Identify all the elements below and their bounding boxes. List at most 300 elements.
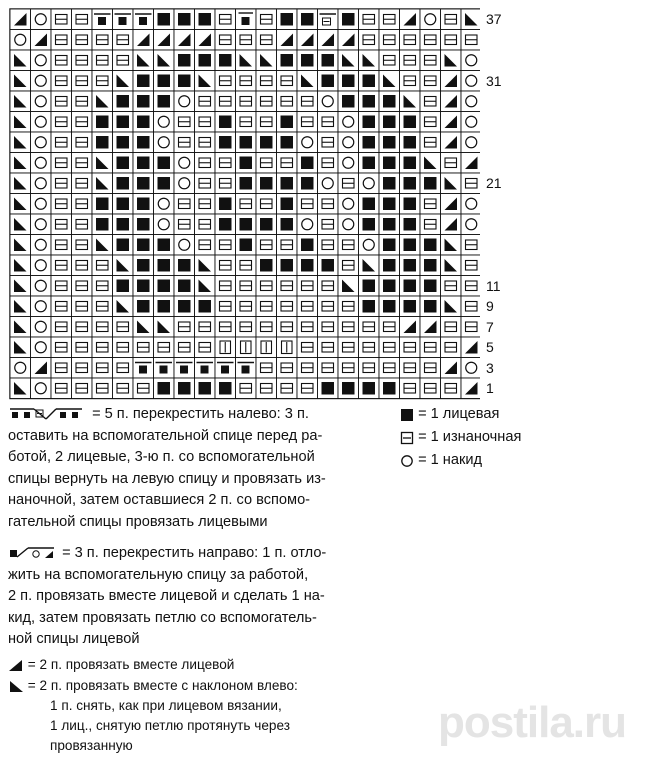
- chart-cell: [236, 255, 257, 276]
- chart-cell: [256, 132, 277, 153]
- chart-cell: [338, 9, 359, 30]
- chart-cell: [92, 276, 113, 297]
- chart-cell: [154, 50, 175, 71]
- chart-cell: [420, 153, 441, 174]
- chart-cell: [51, 173, 72, 194]
- chart-cell: [379, 112, 400, 133]
- chart-cell: [72, 194, 93, 215]
- chart-cell: [215, 378, 236, 399]
- cable-left-line-5: гательной спицы провязать лицевыми: [8, 513, 268, 530]
- chart-cell: [10, 378, 31, 399]
- chart-cell: [359, 132, 380, 153]
- cable-right-line-1: жить на вспомогательную спицу за работой,: [8, 566, 309, 583]
- chart-cell: [72, 30, 93, 51]
- chart-cell: [338, 378, 359, 399]
- chart-cell: [318, 71, 339, 92]
- chart-cell: [297, 235, 318, 256]
- chart-cell: [338, 235, 359, 256]
- chart-cell: [51, 71, 72, 92]
- chart-cell: [420, 358, 441, 379]
- chart-cell: [92, 235, 113, 256]
- chart-cell: [400, 378, 421, 399]
- chart-cell: [359, 194, 380, 215]
- chart-cell: [92, 317, 113, 338]
- chart-cell: [215, 255, 236, 276]
- chart-cell: [215, 337, 236, 358]
- chart-cell: [236, 235, 257, 256]
- chart-cell: [236, 378, 257, 399]
- chart-cell: [236, 276, 257, 297]
- chart-cell: [400, 255, 421, 276]
- chart-cell: [31, 235, 52, 256]
- chart-cell: [256, 255, 277, 276]
- chart-cell: [154, 317, 175, 338]
- chart-cell: [318, 194, 339, 215]
- chart-cell: [10, 30, 31, 51]
- chart-cell: [174, 153, 195, 174]
- row-label: 37: [486, 11, 502, 27]
- chart-cell: [92, 9, 113, 30]
- chart-cell: [441, 276, 462, 297]
- chart-cell: [256, 296, 277, 317]
- chart-cell: [113, 71, 134, 92]
- k2tog-text: = 2 п. провязать вместе лицевой: [27, 657, 235, 672]
- legend-cable-right: [8, 543, 388, 651]
- chart-cell: [441, 173, 462, 194]
- chart-cell: [51, 378, 72, 399]
- chart-cell: [195, 9, 216, 30]
- chart-cell: [215, 71, 236, 92]
- chart-cell: [133, 194, 154, 215]
- chart-cell: [420, 71, 441, 92]
- chart-cell: [318, 358, 339, 379]
- chart-cell: [174, 112, 195, 133]
- chart-cell: [400, 112, 421, 133]
- row-label: 11: [486, 277, 501, 294]
- chart-cell: [10, 214, 31, 235]
- chart-cell: [297, 9, 318, 30]
- legend-k2tog: [8, 654, 234, 676]
- chart-cell: [154, 255, 175, 276]
- chart-cell: [359, 276, 380, 297]
- chart-cell: [441, 50, 462, 71]
- chart-cell: [236, 71, 257, 92]
- chart-cell: [359, 112, 380, 133]
- chart-cell: [133, 214, 154, 235]
- chart-cell: [154, 296, 175, 317]
- yo-text: = 1 накид: [418, 452, 483, 468]
- chart-cell: [338, 358, 359, 379]
- chart-cell: [10, 317, 31, 338]
- chart-cell: [236, 153, 257, 174]
- chart-cell: [256, 358, 277, 379]
- chart-cell: [92, 296, 113, 317]
- chart-cell: [256, 30, 277, 51]
- chart-cell: [277, 255, 298, 276]
- chart-cell: [461, 71, 480, 92]
- chart-cell: [195, 173, 216, 194]
- chart-cell: [277, 378, 298, 399]
- chart-cell: [133, 255, 154, 276]
- chart-cell: [215, 276, 236, 297]
- chart-cell: [318, 153, 339, 174]
- chart-cell: [133, 317, 154, 338]
- chart-cell: [359, 358, 380, 379]
- chart-cell: [174, 235, 195, 256]
- ssk-line-1: 1 п. снять, как при лицевом вязании,: [50, 698, 282, 713]
- chart-cell: [420, 337, 441, 358]
- chart-cell: [441, 378, 462, 399]
- purl-icon: [400, 431, 414, 445]
- ssk-line-0: = 2 п. провязать вместе с наклоном влево:: [27, 678, 298, 693]
- chart-cell: [379, 255, 400, 276]
- chart-cell: [72, 235, 93, 256]
- ssk-line-2: 1 лиц., снятую петлю протянуть через: [50, 718, 290, 733]
- chart-cell: [318, 337, 339, 358]
- chart-cell: [277, 132, 298, 153]
- chart-cell: [338, 112, 359, 133]
- chart-cell: [379, 317, 400, 338]
- chart-cell: [154, 153, 175, 174]
- chart-cell: [195, 132, 216, 153]
- chart-cell: [215, 194, 236, 215]
- legend-purl: [400, 427, 521, 448]
- chart-cell: [359, 337, 380, 358]
- chart-cell: [72, 112, 93, 133]
- knit-icon: [400, 408, 414, 422]
- chart-cell: [461, 276, 480, 297]
- chart-cell: [297, 296, 318, 317]
- chart-cell: [236, 173, 257, 194]
- chart-cell: [133, 9, 154, 30]
- chart-cell: [154, 9, 175, 30]
- chart-cell: [10, 296, 31, 317]
- chart-cell: [359, 214, 380, 235]
- chart-cell: [400, 296, 421, 317]
- chart-cell: [174, 91, 195, 112]
- chart-cell: [10, 337, 31, 358]
- cable-left-symbol: [8, 406, 88, 422]
- chart-cell: [10, 194, 31, 215]
- chart-cell: [92, 153, 113, 174]
- legend-knit: [400, 404, 499, 425]
- chart-cell: [113, 214, 134, 235]
- chart-cell: [174, 255, 195, 276]
- chart-cell: [72, 50, 93, 71]
- ssk-line-3: провязанную: [50, 738, 133, 753]
- chart-cell: [379, 71, 400, 92]
- chart-cell: [379, 132, 400, 153]
- chart-cell: [441, 91, 462, 112]
- chart-cell: [154, 91, 175, 112]
- chart-cell: [154, 276, 175, 297]
- chart-cell: [154, 358, 175, 379]
- chart-cell: [236, 9, 257, 30]
- chart-cell: [31, 296, 52, 317]
- chart-cell: [318, 30, 339, 51]
- chart-cell: [277, 173, 298, 194]
- chart-cell: [31, 173, 52, 194]
- chart-cell: [379, 276, 400, 297]
- chart-cell: [256, 276, 277, 297]
- chart-cell: [174, 358, 195, 379]
- chart-cell: [461, 194, 480, 215]
- chart-cell: [420, 296, 441, 317]
- chart-cell: [215, 132, 236, 153]
- chart-cell: [113, 317, 134, 338]
- chart-cell: [10, 91, 31, 112]
- chart-cell: [277, 194, 298, 215]
- chart-cell: [92, 112, 113, 133]
- chart-cell: [277, 153, 298, 174]
- chart-cell: [461, 173, 480, 194]
- chart-cell: [400, 214, 421, 235]
- chart-cell: [441, 153, 462, 174]
- chart-cell: [338, 296, 359, 317]
- chart-cell: [113, 112, 134, 133]
- chart-cell: [318, 50, 339, 71]
- chart-cell: [51, 276, 72, 297]
- chart-cell: [10, 132, 31, 153]
- chart-cell: [10, 235, 31, 256]
- chart-cell: [113, 337, 134, 358]
- chart-cell: [400, 91, 421, 112]
- chart-cell: [318, 112, 339, 133]
- chart-cell: [236, 91, 257, 112]
- chart-cell: [359, 173, 380, 194]
- chart-cell: [379, 235, 400, 256]
- chart-cell: [215, 296, 236, 317]
- cable-right-line-2: 2 п. провязать вместе лицевой и сделать 1 на-: [8, 588, 325, 604]
- cable-right-line-3: кид, затем провязать петлю со вспомогатель-: [8, 609, 317, 626]
- chart-cell: [256, 235, 277, 256]
- chart-cell: [277, 50, 298, 71]
- chart-cell: [31, 255, 52, 276]
- chart-cell: [338, 255, 359, 276]
- chart-cell: [10, 71, 31, 92]
- chart-cell: [420, 173, 441, 194]
- chart-cell: [174, 378, 195, 399]
- chart-cell: [297, 276, 318, 297]
- legend-cable-left: [8, 404, 388, 533]
- chart-cell: [10, 112, 31, 133]
- chart-cell: [359, 317, 380, 338]
- chart-cell: [338, 317, 359, 338]
- chart-cell: [31, 132, 52, 153]
- chart-cell: [92, 91, 113, 112]
- chart-cell: [51, 153, 72, 174]
- chart-cell: [461, 30, 480, 51]
- chart-cell: [195, 255, 216, 276]
- chart-cell: [461, 378, 480, 399]
- chart-cell: [256, 194, 277, 215]
- chart-cell: [379, 378, 400, 399]
- chart-cell: [420, 50, 441, 71]
- chart-cell: [92, 337, 113, 358]
- chart-cell: [72, 296, 93, 317]
- chart-cell: [338, 30, 359, 51]
- chart-cell: [215, 358, 236, 379]
- chart-cell: [72, 214, 93, 235]
- cable-left-line-1: оставить на вспомогательной спице перед ра-: [8, 427, 323, 444]
- chart-cell: [51, 194, 72, 215]
- chart-cell: [195, 296, 216, 317]
- chart-cell: [92, 255, 113, 276]
- chart-cell: [256, 337, 277, 358]
- chart-cell: [318, 9, 339, 30]
- chart-cell: [359, 235, 380, 256]
- chart-cell: [174, 71, 195, 92]
- chart-cell: [133, 132, 154, 153]
- chart-cell: [441, 71, 462, 92]
- chart-cell: [72, 378, 93, 399]
- chart-cell: [400, 132, 421, 153]
- chart-cell: [441, 358, 462, 379]
- chart-cell: [359, 9, 380, 30]
- chart-cell: [256, 214, 277, 235]
- chart-cell: [297, 337, 318, 358]
- cable-left-line-0: = 5 п. перекрестить налево: 3 п.: [92, 406, 309, 422]
- chart-cell: [359, 30, 380, 51]
- chart-cell: [318, 378, 339, 399]
- chart-cell: [51, 50, 72, 71]
- row-label: 21: [486, 175, 502, 191]
- chart-cell: [359, 50, 380, 71]
- chart-cell: [441, 317, 462, 338]
- chart-cell: [256, 9, 277, 30]
- chart-cell: [215, 91, 236, 112]
- chart-cell: [133, 112, 154, 133]
- chart-cell: [400, 276, 421, 297]
- chart-cell: [338, 276, 359, 297]
- chart-cell: [10, 153, 31, 174]
- chart-cell: [195, 214, 216, 235]
- chart-cell: [154, 132, 175, 153]
- chart-cell: [379, 50, 400, 71]
- chart-cell: [236, 132, 257, 153]
- chart-cell: [72, 91, 93, 112]
- chart-cell: [133, 153, 154, 174]
- chart-cell: [277, 30, 298, 51]
- chart-cell: [236, 337, 257, 358]
- chart-cell: [31, 194, 52, 215]
- chart-cell: [461, 214, 480, 235]
- chart-cell: [379, 337, 400, 358]
- chart-cell: [51, 112, 72, 133]
- chart-cell: [297, 378, 318, 399]
- chart-cell: [10, 255, 31, 276]
- chart-cell: [92, 173, 113, 194]
- chart-cell: [133, 91, 154, 112]
- chart-cell: [441, 194, 462, 215]
- chart-cell: [441, 296, 462, 317]
- chart-cell: [31, 30, 52, 51]
- chart-cell: [133, 50, 154, 71]
- chart-cell: [297, 71, 318, 92]
- chart-cell: [154, 235, 175, 256]
- chart-cell: [113, 378, 134, 399]
- chart-cell: [277, 9, 298, 30]
- chart-cell: [72, 255, 93, 276]
- chart-cell: [31, 378, 52, 399]
- chart-cell: [400, 358, 421, 379]
- chart-cell: [277, 337, 298, 358]
- chart-cell: [420, 235, 441, 256]
- chart-cell: [72, 132, 93, 153]
- chart-cell: [441, 112, 462, 133]
- chart-cell: [92, 50, 113, 71]
- chart-cell: [51, 91, 72, 112]
- chart-cell: [420, 30, 441, 51]
- chart-cell: [133, 296, 154, 317]
- chart-cell: [154, 173, 175, 194]
- chart-cell: [256, 91, 277, 112]
- chart-cell: [420, 194, 441, 215]
- chart-cell: [31, 153, 52, 174]
- chart-cell: [31, 91, 52, 112]
- chart-cell: [379, 296, 400, 317]
- chart-cell: [297, 194, 318, 215]
- chart-cell: [236, 112, 257, 133]
- cable-right-line-4: ной спицы лицевой: [8, 631, 140, 647]
- chart-cell: [113, 235, 134, 256]
- chart-cell: [72, 276, 93, 297]
- chart-cell: [338, 214, 359, 235]
- chart-cell: [297, 50, 318, 71]
- chart-cell: [31, 9, 52, 30]
- chart-cell: [133, 276, 154, 297]
- chart-cell: [92, 71, 113, 92]
- chart-cell: [51, 30, 72, 51]
- chart-cell: [420, 91, 441, 112]
- chart-cell: [174, 337, 195, 358]
- chart-cell: [400, 71, 421, 92]
- chart-cell: [133, 173, 154, 194]
- chart-cell: [277, 91, 298, 112]
- chart-cell: [461, 358, 480, 379]
- chart-cell: [51, 9, 72, 30]
- chart-cell: [236, 50, 257, 71]
- chart-cell: [297, 30, 318, 51]
- chart-cell: [174, 276, 195, 297]
- chart-cell: [420, 214, 441, 235]
- chart-cell: [72, 337, 93, 358]
- chart-cell: [236, 317, 257, 338]
- chart-cell: [277, 358, 298, 379]
- chart-cell: [215, 235, 236, 256]
- chart-cell: [379, 30, 400, 51]
- chart-cell: [318, 235, 339, 256]
- chart-cell: [277, 296, 298, 317]
- chart-cell: [318, 91, 339, 112]
- chart-cell: [441, 255, 462, 276]
- chart-cell: [51, 317, 72, 338]
- chart-cell: [379, 91, 400, 112]
- chart-cell: [51, 255, 72, 276]
- chart-cell: [51, 337, 72, 358]
- chart-cell: [461, 112, 480, 133]
- chart-cell: [113, 30, 134, 51]
- chart-cell: [461, 153, 480, 174]
- chart-cell: [92, 30, 113, 51]
- cable-right-line-0: = 3 п. перекрестить направо: 1 п. отло-: [62, 545, 327, 561]
- chart-cell: [277, 317, 298, 338]
- knit-text: = 1 лицевая: [418, 406, 500, 422]
- chart-cell: [195, 337, 216, 358]
- chart-cell: [51, 235, 72, 256]
- chart-cell: [297, 112, 318, 133]
- chart-cell: [379, 153, 400, 174]
